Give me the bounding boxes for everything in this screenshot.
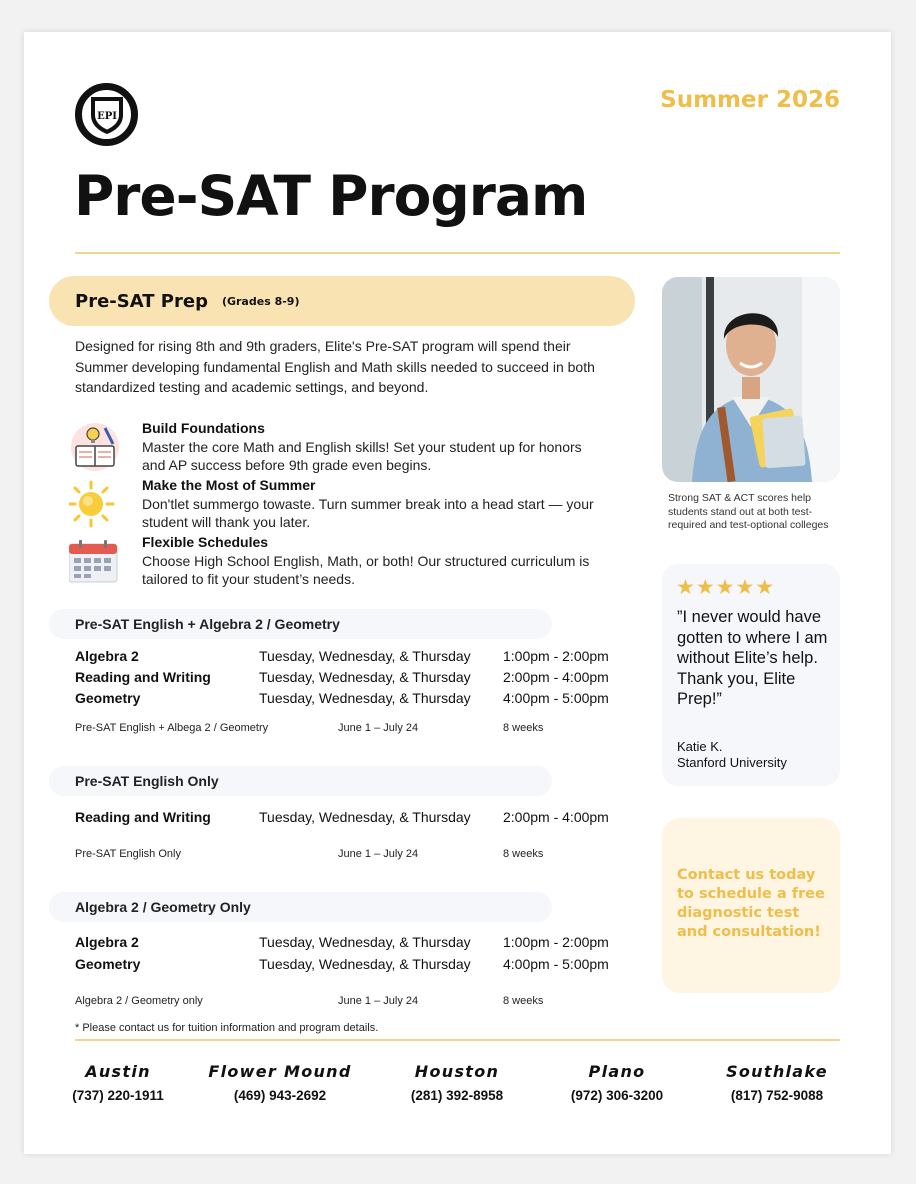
summary-dates: June 1 – July 24 (338, 995, 419, 1007)
location-phone[interactable]: (737) 220-1911 (72, 1088, 164, 1103)
schedule-row (75, 648, 635, 669)
location-city: Austin (85, 1062, 151, 1081)
page-title: Pre-SAT Program (74, 164, 588, 228)
program-description: Designed for rising 8th and 9th graders, Elite's Pre-SAT program will spend their Summer developing fundamental English and Math skills needed to succeed in both standardized testing and academic settings, and beyond. (75, 338, 595, 395)
course-name: Algebra 2 (75, 648, 139, 664)
location-city: Southlake (726, 1062, 828, 1081)
header-divider (75, 252, 840, 254)
rating-stars: ★★★★★ (676, 576, 776, 599)
course-days: Tuesday, Wednesday, & Thursday (259, 648, 471, 664)
location-phone[interactable]: (972) 306-3200 (570, 1088, 664, 1103)
schedule-summary (75, 848, 635, 864)
location-phone[interactable]: (281) 392-8958 (410, 1088, 504, 1103)
student-photo-illustration (662, 277, 840, 482)
course-days: Tuesday, Wednesday, & Thursday (259, 669, 471, 685)
location-city: Houston (414, 1062, 500, 1081)
course-name: Geometry (75, 690, 141, 706)
flyer-page (24, 32, 891, 1154)
schedule-row (75, 690, 635, 711)
course-time: 4:00pm - 5:00pm (503, 956, 609, 972)
location-austin (38, 1062, 198, 1103)
summary-dates: June 1 – July 24 (338, 722, 419, 734)
author-school: Stanford University (677, 755, 787, 770)
feature-make-most-of-summer (69, 477, 609, 531)
program-header (49, 276, 635, 326)
feature-title: Build Foundations (142, 420, 265, 436)
program-grades: (Grades 8-9) (221, 294, 300, 308)
schedule-header-english: Pre-SAT English Only (49, 766, 552, 796)
course-days: Tuesday, Wednesday, & Thursday (259, 690, 471, 706)
sun-icon (69, 479, 121, 529)
course-days: Tuesday, Wednesday, & Thursday (259, 809, 471, 825)
testimonial-quote: ”I never would have gotten to where I am without Elite’s help. Thank you, Elite Prep!” (677, 608, 828, 708)
footer-divider (75, 1039, 840, 1041)
location-city: Plano (588, 1062, 646, 1081)
feature-title: Flexible Schedules (142, 534, 269, 550)
schedule-row (75, 934, 635, 955)
summary-duration: 8 weeks (503, 722, 544, 734)
calendar-icon (69, 536, 121, 586)
feature-description: Master the core Math and English skills! Set your student up for honors and AP success before 9th grade even begins. (142, 439, 582, 473)
testimonial-card (662, 564, 840, 786)
summary-duration: 8 weeks (503, 995, 544, 1007)
summary-dates: June 1 – July 24 (338, 848, 419, 860)
feature-description: Choose High School English, Math, or both! Our structured curriculum is tailored to fit your student’s needs. (142, 553, 590, 587)
schedule-header-math: Algebra 2 / Geometry Only (49, 892, 552, 922)
location-city: Flower Mound (208, 1062, 352, 1081)
schedule-summary (75, 722, 635, 738)
shield-icon (89, 95, 125, 135)
feature-flexible-schedules (69, 534, 609, 588)
course-name: Reading and Writing (75, 669, 211, 685)
photo-caption: Strong SAT & ACT scores help students stand out at both test-required and test-optional colleges (668, 492, 829, 531)
location-houston (377, 1062, 537, 1103)
location-flower-mound (200, 1062, 360, 1103)
tuition-footnote: * Please contact us for tuition information and program details. (75, 1022, 379, 1034)
testimonial-author (677, 739, 787, 771)
crest-logo (75, 83, 138, 146)
location-phone[interactable]: (817) 752-9088 (730, 1088, 824, 1103)
schedule-row (75, 669, 635, 690)
schedule-row (75, 809, 635, 830)
course-time: 4:00pm - 5:00pm (503, 690, 609, 706)
location-phone[interactable]: (469) 943-2692 (233, 1088, 327, 1103)
contact-cta-text: Contact us today to schedule a free diagnostic test and consultation! (677, 867, 825, 940)
contact-cta-card[interactable] (662, 818, 840, 993)
schedule-summary (75, 995, 635, 1011)
author-name: Katie K. (677, 739, 723, 754)
summary-duration: 8 weeks (503, 848, 544, 860)
course-time: 2:00pm - 4:00pm (503, 669, 609, 685)
summary-name: Pre-SAT English Only (75, 848, 181, 860)
feature-title: Make the Most of Summer (142, 477, 316, 493)
summary-name: Algebra 2 / Geometry only (75, 995, 203, 1007)
feature-description: Don'tlet summergo towaste. Turn summer break into a head start — your student will thank you later. (142, 496, 594, 530)
season-label: Summer 2026 (660, 87, 840, 113)
course-name: Reading and Writing (75, 809, 211, 825)
location-plano (537, 1062, 697, 1103)
course-time: 1:00pm - 2:00pm (503, 934, 609, 950)
course-time: 1:00pm - 2:00pm (503, 648, 609, 664)
logo-text: EPI (96, 110, 117, 122)
summary-name: Pre-SAT English + Albega 2 / Geometry (75, 722, 269, 734)
course-days: Tuesday, Wednesday, & Thursday (259, 934, 471, 950)
course-time: 2:00pm - 4:00pm (503, 809, 609, 825)
location-southlake (697, 1062, 857, 1103)
program-title: Pre-SAT Prep (75, 290, 208, 312)
student-photo (662, 277, 840, 482)
course-days: Tuesday, Wednesday, & Thursday (259, 956, 471, 972)
schedule-row (75, 956, 635, 977)
schedule-header-combined: Pre-SAT English + Algebra 2 / Geometry (49, 609, 552, 639)
course-name: Algebra 2 (75, 934, 139, 950)
book-lightbulb-icon (69, 422, 121, 472)
feature-build-foundations (69, 420, 609, 474)
course-name: Geometry (75, 956, 141, 972)
